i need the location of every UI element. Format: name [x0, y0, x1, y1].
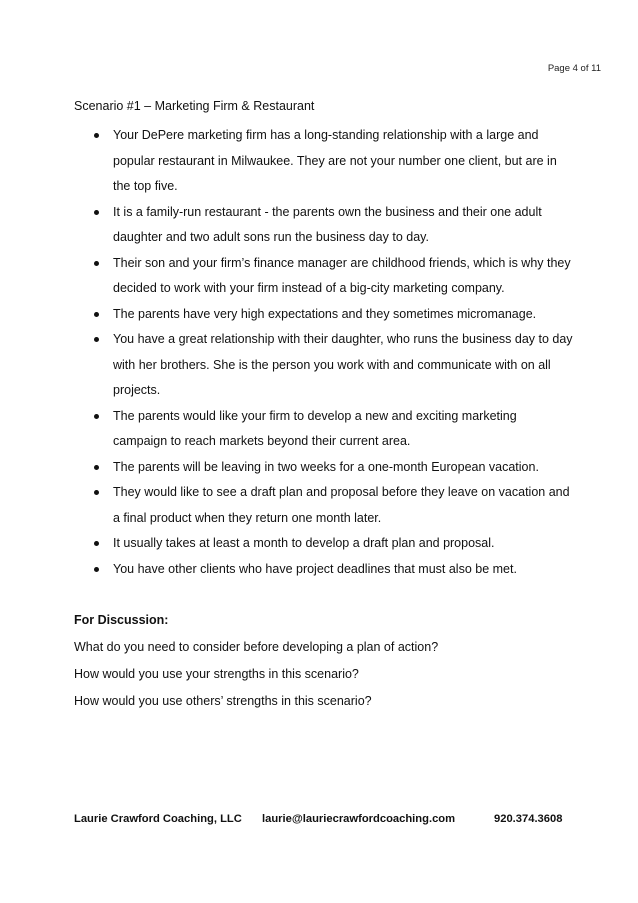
bullet-item: [74, 327, 574, 404]
footer-company: Laurie Crawford Coaching, LLC: [74, 813, 242, 825]
bullet-text: The parents would like your firm to develop a new and exciting marketing campaign to reach markets beyond their current area.: [113, 408, 517, 448]
bullet-text: It is a family-run restaurant - the parents own the business and their one adult daughter and two adult sons run the business day to day.: [113, 204, 542, 244]
bullet-text: The parents will be leaving in two weeks for a one-month European vacation.: [113, 459, 539, 474]
discussion-heading: For Discussion:: [74, 613, 169, 627]
bullet-text: The parents have very high expectations and they sometimes micromanage.: [113, 306, 537, 321]
bullet-item: [74, 480, 574, 531]
bullet-item: [74, 455, 574, 481]
bullet-item: [74, 557, 574, 583]
bullet-icon: [94, 210, 99, 215]
bullet-icon: [94, 261, 99, 266]
discussion-question: How would you use your strengths in this scenario?: [74, 667, 359, 681]
bullet-text: You have other clients who have project deadlines that must also be met.: [113, 561, 517, 576]
scenario-title: Scenario #1 – Marketing Firm & Restaurant: [74, 99, 315, 113]
bullet-text: You have a great relationship with their daughter, who runs the business day to day with her brothers. She is the person you work with and communicate with on all projects.: [113, 332, 573, 397]
bullet-text: Their son and your firm’s finance manager are childhood friends, which is why they decided to work with your firm instead of a big-city marketing company.: [113, 255, 571, 295]
bullet-text: Your DePere marketing firm has a long-standing relationship with a large and popular restaurant in Milwaukee. They are not your number one client, but are in the top five.: [113, 128, 557, 193]
bullet-icon: [94, 133, 99, 138]
discussion-question: How would you use others’ strengths in this scenario?: [74, 694, 372, 708]
page-number: Page 4 of 11: [547, 63, 601, 74]
bullet-icon: [94, 567, 99, 572]
bullet-item: [74, 404, 574, 455]
bullet-icon: [94, 312, 99, 317]
bullet-item: [74, 251, 574, 302]
footer-phone: 920.374.3608: [494, 813, 563, 825]
scenario-bullet-list: [74, 123, 574, 582]
discussion-section: [74, 612, 574, 720]
discussion-question: What do you need to consider before developing a plan of action?: [74, 640, 439, 654]
bullet-item: [74, 302, 574, 328]
bullet-text: They would like to see a draft plan and proposal before they leave on vacation and a final product when they return one month later.: [113, 485, 570, 525]
bullet-icon: [94, 490, 99, 495]
bullet-item: [74, 123, 574, 200]
bullet-item: [74, 200, 574, 251]
bullet-icon: [94, 465, 99, 470]
footer-email: laurie@lauriecrawfordcoaching.com: [262, 813, 456, 825]
bullet-text: It usually takes at least a month to develop a draft plan and proposal.: [113, 536, 495, 550]
bullet-icon: [94, 414, 99, 419]
bullet-icon: [94, 337, 99, 342]
bullet-icon: [94, 541, 99, 546]
bullet-item: [74, 531, 574, 557]
